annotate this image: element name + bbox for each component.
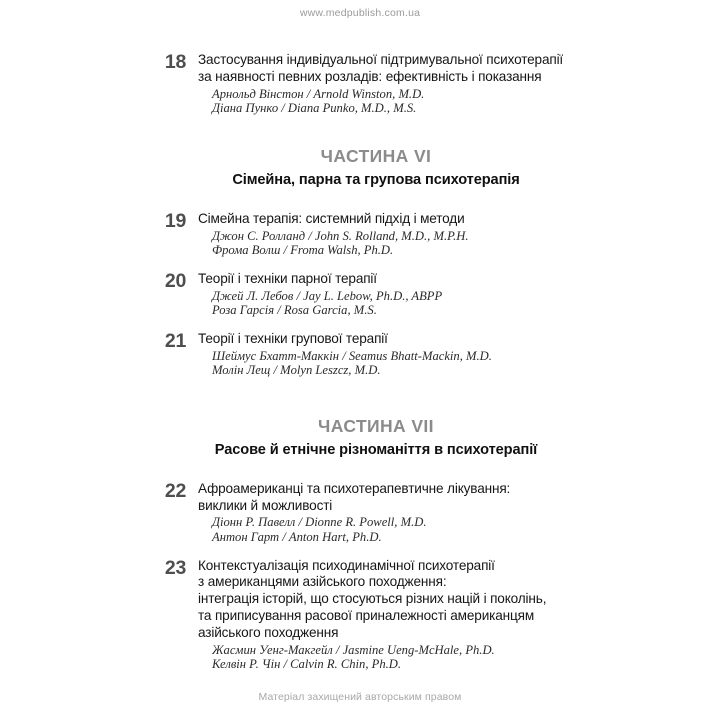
copyright-notice: Матеріал захищений авторським правом (258, 691, 462, 703)
entry-authors (198, 289, 604, 318)
entry-title (198, 211, 604, 228)
entry-body (186, 481, 604, 545)
toc-content (152, 52, 604, 685)
entry-body (186, 331, 604, 378)
entry-title-line: з американцями азійського походження: (198, 574, 447, 590)
entry-body (186, 52, 604, 116)
entry-authors (198, 87, 604, 116)
author-line: Фрома Волш / Froma Walsh, Ph.D. (212, 243, 394, 258)
entry-title (198, 52, 604, 86)
entry-title-line: Теорії і техніки групової терапії (198, 330, 388, 346)
entry-authors (198, 229, 604, 258)
toc-entry[interactable] (152, 271, 604, 318)
part-title: Расове й етнічне різноманіття в психотерапії (214, 441, 538, 458)
entry-number: 20 (164, 269, 186, 292)
entry-body (186, 558, 604, 672)
entry-title-line: Сімейна терапія: системний підхід і методи (198, 210, 465, 226)
toc-entry[interactable] (152, 331, 604, 378)
author-line: Арнольд Вінстон / Arnold Winston, M.D. (212, 86, 425, 101)
entry-title-line: азійського походження (198, 624, 339, 640)
entry-number: 23 (164, 556, 186, 579)
part-heading-6 (148, 146, 604, 189)
author-line: Жасмин Уенг-Макгейл / Jasmine Ueng-McHale, Ph.D. (212, 642, 495, 657)
author-line: Роза Гарсія / Rosa Garcia, M.S. (212, 303, 377, 318)
toc-group-part7 (152, 481, 604, 672)
author-line: Діонн Р. Павелл / Dionne R. Powell, M.D. (212, 515, 427, 530)
entry-number: 22 (164, 479, 186, 502)
entry-title-line: Застосування індивідуальної підтримувальної психотерапії (198, 52, 564, 67)
entry-title-line: виклики й можливості (198, 497, 333, 513)
author-line: Шеймус Бхатт-Маккін / Seamus Bhatt-Mackin, M.D. (212, 348, 492, 363)
entry-number: 18 (164, 51, 186, 73)
part-label: ЧАСТИНА VI (320, 145, 432, 166)
entry-body (186, 211, 604, 258)
author-line: Молін Лещ / Molyn Leszcz, M.D. (212, 363, 381, 378)
toc-entry[interactable] (152, 52, 604, 116)
entry-title-line: інтеграція історій, що стосуються різних націй і поколінь, (198, 591, 547, 607)
part-title: Сімейна, парна та групова психотерапія (232, 171, 520, 188)
toc-entry[interactable] (152, 558, 604, 672)
author-line: Келвін Р. Чін / Calvin R. Chin, Ph.D. (212, 657, 402, 672)
entry-title-line: та приписування расової приналежності американцям (198, 607, 535, 623)
entry-authors (198, 643, 604, 672)
entry-body (186, 271, 604, 318)
toc-entry[interactable] (152, 481, 604, 545)
entry-title-line: Афроамериканці та психотерапевтичне лікування: (198, 480, 511, 496)
author-line: Джей Л. Лебов / Jay L. Lebow, Ph.D., ABPP (212, 288, 443, 303)
entry-title-line: Теорії і техніки парної терапії (198, 270, 377, 286)
entry-authors (198, 349, 604, 378)
entry-number: 19 (164, 209, 186, 232)
toc-group-part6 (152, 211, 604, 378)
running-header-url: www.medpublish.com.ua (299, 7, 421, 19)
entry-number: 21 (164, 329, 186, 352)
author-line: Джон С. Ролланд / John S. Rolland, M.D., M.P.H. (212, 228, 469, 243)
entry-title (198, 331, 604, 348)
entry-title-line: Контекстуалізація психодинамічної психотерапії (198, 557, 495, 573)
author-line: Діана Пунко / Diana Punko, M.D., M.S. (212, 101, 417, 116)
entry-authors (198, 515, 604, 544)
entry-title (198, 271, 604, 288)
entry-title (198, 481, 604, 515)
entry-title (198, 558, 604, 642)
entry-title-line: за наявності певних розладів: ефективність і показання (198, 68, 542, 84)
author-line: Антон Гарт / Anton Hart, Ph.D. (212, 529, 382, 544)
part-label: ЧАСТИНА VII (318, 415, 434, 436)
part-heading-7 (148, 416, 604, 459)
toc-group-pre-part6 (152, 52, 604, 116)
toc-entry[interactable] (152, 211, 604, 258)
